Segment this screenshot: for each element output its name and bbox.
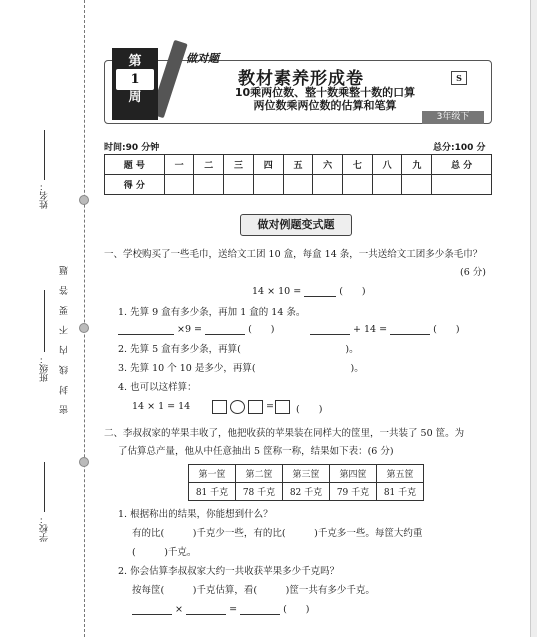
apple-basket-label: 第三筐	[283, 465, 330, 483]
q1-equation-paren[interactable]: ( )	[339, 286, 366, 297]
score-cell[interactable]	[372, 175, 402, 195]
q2-factor-a[interactable]	[132, 614, 172, 615]
score-header-cell: 八	[372, 155, 402, 175]
answer-box[interactable]	[212, 400, 227, 414]
subtitle-line-1: 10乘两位数、整十数乘整十数的口算	[234, 86, 416, 99]
score-header-cell: 四	[253, 155, 283, 175]
apple-weight: 81 千克	[189, 483, 236, 501]
binding-line	[84, 0, 85, 637]
binding-hole-icon	[79, 323, 89, 333]
score-header-cell: 六	[313, 155, 343, 175]
name-label: 姓名：	[40, 182, 50, 209]
school-line[interactable]	[44, 462, 45, 512]
question-1-points: (6 分)	[460, 267, 486, 278]
score-cell[interactable]	[313, 175, 343, 195]
binding-hole-icon	[79, 457, 89, 467]
score-table	[104, 154, 492, 195]
score-cell[interactable]	[343, 175, 373, 195]
q1-step-1-op-b: + 14 =	[353, 324, 388, 335]
q1-step-4-equation: 14 × 1 = 14	[132, 401, 191, 412]
q1-step-4-equals: =	[266, 401, 274, 412]
score-cell[interactable]	[283, 175, 313, 195]
q1-step-1-paren-b[interactable]: ( )	[433, 324, 460, 335]
q2-factor-b[interactable]	[186, 614, 226, 615]
score-cell[interactable]	[432, 175, 492, 195]
exam-title: 教材素养形成卷	[238, 69, 364, 89]
subtitle-line-2: 两位数乘两位数的估算和笔算	[253, 99, 397, 112]
score-table-header-row	[105, 155, 492, 175]
class-line[interactable]	[44, 290, 45, 352]
score-header-cell: 三	[224, 155, 254, 175]
apple-table-header-row	[189, 465, 424, 483]
score-header-cell: 九	[402, 155, 432, 175]
q1-step-4: 4. 也可以这样算：	[118, 382, 197, 393]
q2-step-2-line-1[interactable]: 按每筐( )千克估算，看( )筐一共有多少千克。	[132, 585, 375, 596]
emblem-icon: S	[451, 71, 467, 85]
score-table-row	[105, 175, 492, 195]
score-header-cell: 题 号	[105, 155, 165, 175]
score-cell[interactable]	[194, 175, 224, 195]
score-cell[interactable]	[164, 175, 194, 195]
score-cell[interactable]	[253, 175, 283, 195]
q2-equals: =	[229, 604, 238, 615]
q1-equation-left: 14 × 10 =	[252, 286, 302, 297]
apple-weight: 82 千克	[283, 483, 330, 501]
week-suffix: 周	[128, 90, 142, 105]
apple-basket-label: 第四筐	[330, 465, 377, 483]
exam-subtitle	[210, 86, 440, 112]
question-2-line-2: 了估算总产量，他从中任意抽出 5 筐称一称，结果如下表：(6 分)	[118, 446, 394, 457]
q1-step-1-result-b[interactable]	[390, 334, 430, 335]
apple-basket-label: 第一筐	[189, 465, 236, 483]
week-prefix: 第	[128, 54, 142, 69]
question-2-line-1: 二、李叔叔家的苹果丰收了，他把收获的苹果装在同样大的筐里，一共装了 50 筐。为	[104, 428, 465, 439]
brand-logo: 做对题	[186, 52, 219, 65]
question-1-text: 一、学校购买了一些毛巾，送给文工团 10 盒，每盒 14 条，一共送给文工团多少条毛巾？	[104, 249, 483, 260]
score-header-cell: 二	[194, 155, 224, 175]
q1-step-1-result-a[interactable]	[205, 334, 245, 335]
q1-step-2: 2. 先算 5 盒有多少条，再算( )。	[118, 344, 359, 355]
apple-basket-label: 第五筐	[377, 465, 424, 483]
apple-weight-table	[188, 464, 424, 501]
answer-box[interactable]	[275, 400, 290, 414]
q2-step-1-line-2[interactable]: ( )千克。	[132, 547, 197, 558]
q1-equation	[252, 283, 366, 297]
seal-notice: 密 封 线 内 不 要 答 题	[60, 262, 70, 415]
binding-hole-icon	[79, 195, 89, 205]
class-label: 班级：	[40, 355, 50, 382]
school-label: 学校：	[40, 515, 50, 542]
score-header-cell: 一	[164, 155, 194, 175]
q2-product[interactable]	[240, 614, 280, 615]
week-badge	[112, 48, 158, 120]
q2-step-2-equation	[132, 601, 310, 615]
score-header-cell: 总 分	[432, 155, 492, 175]
q1-step-1: 1. 先算 9 盒有多少条，再加 1 盒的 14 条。	[118, 307, 306, 318]
apple-weight: 81 千克	[377, 483, 424, 501]
q2-times: ×	[175, 604, 183, 615]
total-score: 总分:100 分	[433, 143, 486, 153]
score-cell[interactable]	[402, 175, 432, 195]
q1-answer-blank[interactable]	[304, 296, 336, 297]
score-cell[interactable]	[224, 175, 254, 195]
q2-step-2: 2. 你会估算李叔叔家大约一共收获苹果多少千克吗？	[118, 566, 340, 577]
operator-circle[interactable]	[230, 400, 245, 414]
q1-step-1-input-a[interactable]	[118, 334, 174, 335]
q1-step-1-blank-a	[118, 321, 275, 335]
time-limit: 时间:90 分钟	[104, 143, 160, 153]
answer-box[interactable]	[248, 400, 263, 414]
q1-step-3: 3. 先算 10 个 10 是多少，再算( )。	[118, 363, 364, 374]
week-number: 1	[116, 69, 154, 90]
section-heading: 做对例题变式题	[240, 214, 352, 236]
q1-step-1-paren-a[interactable]: ( )	[248, 324, 275, 335]
q1-step-1-blank-b	[310, 321, 460, 335]
score-header-cell: 七	[343, 155, 373, 175]
apple-weight: 79 千克	[330, 483, 377, 501]
score-row-label: 得 分	[105, 175, 165, 195]
q2-step-1-line-1[interactable]: 有的比( )千克少一些，有的比( )千克多一些。每筐大约重	[132, 528, 423, 539]
score-header-cell: 五	[283, 155, 313, 175]
grade-badge: 3年级下	[422, 111, 484, 124]
name-line[interactable]	[44, 130, 45, 180]
apple-table-value-row	[189, 483, 424, 501]
page-edge	[530, 0, 537, 637]
q1-step-1-op-a: ×9 =	[177, 324, 203, 335]
apple-basket-label: 第二筐	[236, 465, 283, 483]
q2-step-1: 1. 根据称出的结果，你能想到什么？	[118, 509, 273, 520]
q1-step-1-input-b[interactable]	[310, 334, 350, 335]
q2-unit-paren[interactable]: ( )	[283, 604, 310, 615]
q1-step-4-paren[interactable]: ( )	[296, 404, 323, 415]
apple-weight: 78 千克	[236, 483, 283, 501]
